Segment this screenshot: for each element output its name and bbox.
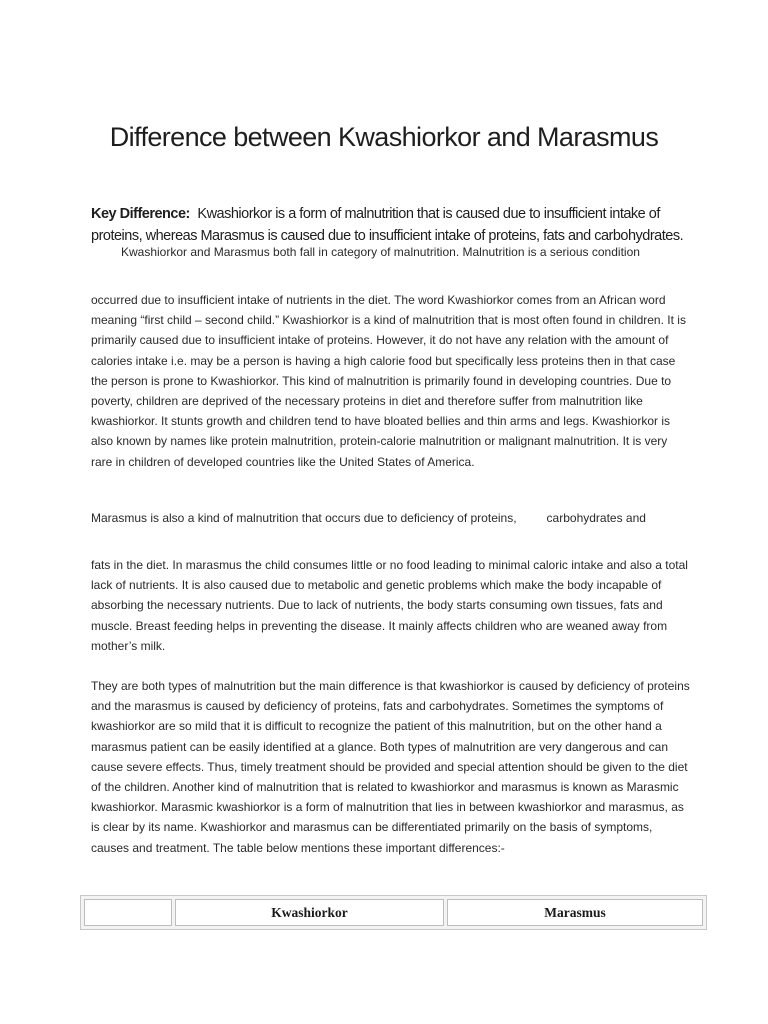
paragraph-comparison: They are both types of malnutrition but the main difference is that kwashiorkor is caused by deficiency of proteins and the marasmus is caused by deficiency of proteins, fats and carbohydrates. Sometimes the symptoms of kwashiorkor are so mild that it is difficult to recognize the patient of this malnutrition, but on the other hand a marasmus patient can be easily identified at a glance. Both types of malnutrition are very dangerous and can cause severe effects. Thus, timely treatment should be provided and special attention should be given to the diet of the children. Another kind of malnutrition that is related to kwashiorkor and marasmus is known as Marasmic kwashiorkor. Marasmic kwashiorkor is a form of malnutrition that lies in between kwashiorkor and marasmus, as is clear by its name. Kwashiorkor and marasmus can be differentiated primarily on the basis of symptoms, causes and treatment. The table below mentions these important differences:- <box>91 679 690 855</box>
intro-line: Kwashiorkor and Marasmus both fall in category of malnutrition. Malnutrition is a serious condition <box>121 245 640 259</box>
key-difference-label: Key Difference: <box>91 206 190 222</box>
table-header-marasmus: Marasmus <box>447 899 703 926</box>
paragraph-marasmus: fats in the diet. In marasmus the child consumes little or no food leading to minimal caloric intake and also a total lack of nutrients. It is also caused due to metabolic and genetic problems which make the body incapable of absorbing the necessary nutrients. Due to lack of nutrients, the body starts consuming own tissues, fats and muscle. Breast feeding helps in preventing the disease. It mainly affects children who are weaned away from mother’s milk. <box>91 558 688 653</box>
difference-table <box>80 895 707 930</box>
table-header-blank <box>84 899 172 926</box>
marasmus-intro-part-b: carbohydrates and <box>546 511 646 525</box>
page-title: Difference between Kwashiorkor and Marasmus <box>109 122 659 152</box>
key-difference-text: Kwashiorkor is a form of malnutrition that is caused due to insufficient intake of proteins, whereas Marasmus is caused due to insufficient intake of proteins, fats and carbohydrates. <box>91 206 684 244</box>
marasmus-intro-part-a: Marasmus is also a kind of malnutrition that occurs due to deficiency of proteins, <box>91 511 517 525</box>
table-header-kwashiorkor: Kwashiorkor <box>175 899 444 926</box>
key-difference-summary <box>91 203 691 247</box>
marasmus-intro-line <box>91 508 691 528</box>
paragraph-kwashiorkor: occurred due to insufficient intake of nutrients in the diet. The word Kwashiorkor comes from an African word meaning “first child – second child.” Kwashiorkor is a kind of malnutrition that is most often found in children. It is primarily caused due to insufficient intake of proteins. However, it do not have any relation with the amount of calories intake i.e. may be a person is having a high calorie food but specifically less proteins then in that case the person is prone to Kwashiorkor. This kind of malnutrition is primarily found in developing countries. Due to poverty, children are deprived of the necessary proteins in diet and therefore suffer from malnutrition like kwashiorkor. It stunts growth and children tend to have bloated bellies and thin arms and legs. Kwashiorkor is also known by names like protein malnutrition, protein-calorie malnutrition or malignant malnutrition. It is very rare in children of developed countries like the United States of America. <box>91 293 686 469</box>
table-header-row <box>84 899 703 926</box>
